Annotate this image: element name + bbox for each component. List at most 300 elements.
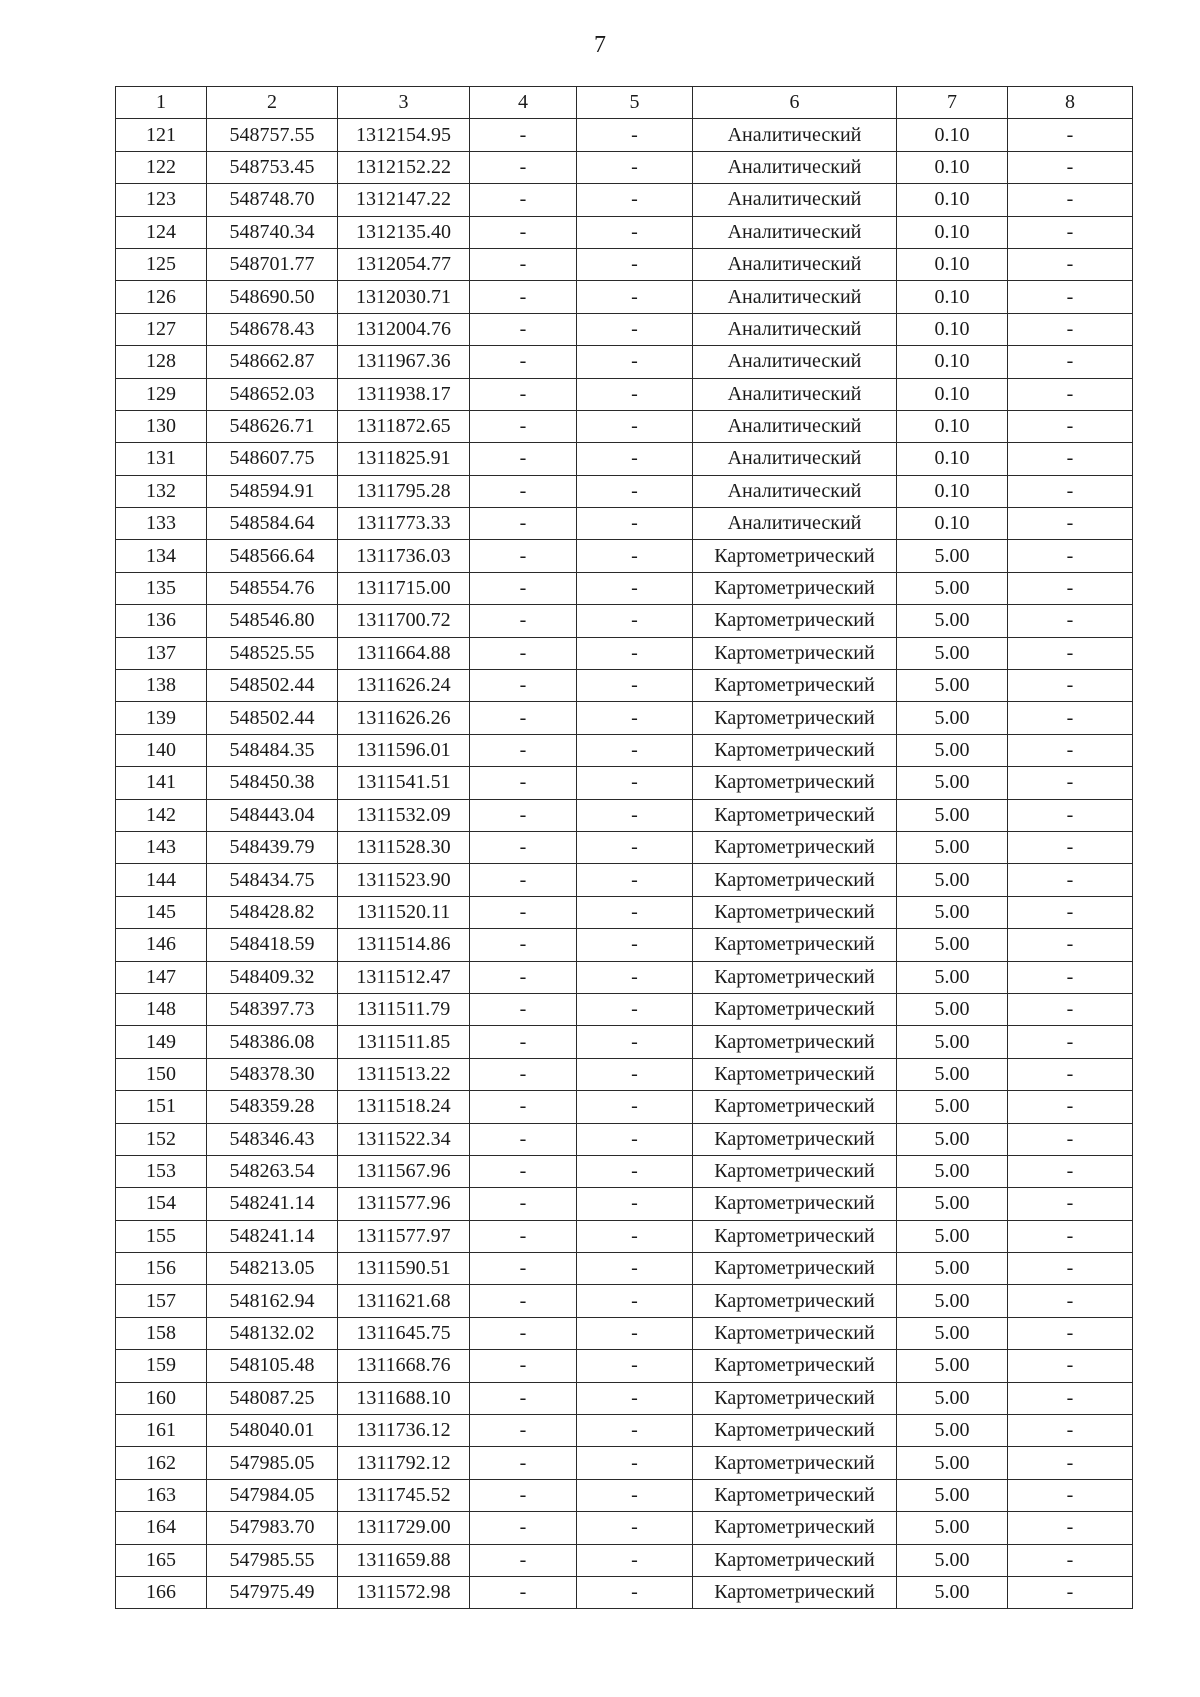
table-cell: - <box>470 508 577 540</box>
table-cell: 548443.04 <box>207 799 338 831</box>
table-cell: 1311736.03 <box>338 540 470 572</box>
table-cell: - <box>577 378 693 410</box>
table-cell: Аналитический <box>693 508 897 540</box>
table-cell: - <box>1008 1188 1133 1220</box>
table-row <box>116 1155 1133 1187</box>
table-row <box>116 1350 1133 1382</box>
column-header: 3 <box>338 87 470 119</box>
table-cell: - <box>470 1576 577 1608</box>
table-cell: - <box>577 1188 693 1220</box>
column-header: 2 <box>207 87 338 119</box>
table-cell: 548397.73 <box>207 993 338 1025</box>
table-cell: - <box>577 1479 693 1511</box>
table-row <box>116 1091 1133 1123</box>
table-row <box>116 184 1133 216</box>
table-cell: - <box>470 378 577 410</box>
table-cell: 548040.01 <box>207 1415 338 1447</box>
table-cell: 1311626.26 <box>338 702 470 734</box>
table-cell: Картометрический <box>693 1220 897 1252</box>
table-row <box>116 637 1133 669</box>
table-cell: - <box>470 831 577 863</box>
table-cell: 1311511.85 <box>338 1026 470 1058</box>
table-cell: 548241.14 <box>207 1188 338 1220</box>
table-cell: 149 <box>116 1026 207 1058</box>
table-cell: 0.10 <box>897 443 1008 475</box>
table-cell: 5.00 <box>897 1415 1008 1447</box>
table-row <box>116 1026 1133 1058</box>
table-row <box>116 1253 1133 1285</box>
table-cell: 548584.64 <box>207 508 338 540</box>
table-cell: Аналитический <box>693 443 897 475</box>
table-cell: - <box>470 1447 577 1479</box>
table-cell: Картометрический <box>693 605 897 637</box>
table-cell: - <box>577 1220 693 1252</box>
table-row <box>116 508 1133 540</box>
table-cell: 548241.14 <box>207 1220 338 1252</box>
table-cell: - <box>577 508 693 540</box>
table-cell: 136 <box>116 605 207 637</box>
table-cell: 5.00 <box>897 1123 1008 1155</box>
table-row <box>116 1058 1133 1090</box>
table-cell: 1311577.96 <box>338 1188 470 1220</box>
table-row <box>116 151 1133 183</box>
table-cell: - <box>577 151 693 183</box>
table-cell: - <box>1008 929 1133 961</box>
table-cell: - <box>1008 281 1133 313</box>
table-cell: 548428.82 <box>207 896 338 928</box>
table-cell: 5.00 <box>897 1512 1008 1544</box>
table-row <box>116 346 1133 378</box>
table-cell: - <box>470 1123 577 1155</box>
table-cell: 1312147.22 <box>338 184 470 216</box>
table-cell: - <box>1008 637 1133 669</box>
table-row <box>116 1447 1133 1479</box>
table-cell: - <box>577 475 693 507</box>
table-cell: 5.00 <box>897 864 1008 896</box>
table-cell: Аналитический <box>693 378 897 410</box>
table-cell: 0.10 <box>897 475 1008 507</box>
table-cell: - <box>577 993 693 1025</box>
table-cell: - <box>470 1350 577 1382</box>
table-cell: 548594.91 <box>207 475 338 507</box>
table-cell: - <box>470 1544 577 1576</box>
table-cell: - <box>577 1544 693 1576</box>
table-cell: - <box>577 572 693 604</box>
table-cell: 140 <box>116 734 207 766</box>
table-cell: 125 <box>116 248 207 280</box>
table-cell: 547984.05 <box>207 1479 338 1511</box>
table-cell: 5.00 <box>897 1382 1008 1414</box>
table-cell: 139 <box>116 702 207 734</box>
table-cell: - <box>577 313 693 345</box>
table-cell: - <box>577 281 693 313</box>
table-cell: Картометрический <box>693 540 897 572</box>
table-cell: - <box>577 184 693 216</box>
table-cell: - <box>1008 1576 1133 1608</box>
table-cell: 137 <box>116 637 207 669</box>
table-cell: - <box>470 184 577 216</box>
table-cell: 548626.71 <box>207 410 338 442</box>
table-cell: 548263.54 <box>207 1155 338 1187</box>
table-cell: - <box>1008 961 1133 993</box>
table-cell: - <box>1008 1058 1133 1090</box>
table-cell: 122 <box>116 151 207 183</box>
table-cell: - <box>1008 248 1133 280</box>
table-cell: Картометрический <box>693 572 897 604</box>
table-cell: Аналитический <box>693 281 897 313</box>
table-cell: 5.00 <box>897 1350 1008 1382</box>
table-cell: 1311596.01 <box>338 734 470 766</box>
table-cell: Картометрический <box>693 993 897 1025</box>
table-cell: 548554.76 <box>207 572 338 604</box>
table-row <box>116 929 1133 961</box>
table-cell: - <box>1008 1220 1133 1252</box>
table-row <box>116 831 1133 863</box>
table-row <box>116 1188 1133 1220</box>
table-cell: 1311773.33 <box>338 508 470 540</box>
table-cell: 5.00 <box>897 1544 1008 1576</box>
table-cell: - <box>1008 410 1133 442</box>
table-cell: 0.10 <box>897 119 1008 151</box>
table-cell: 548607.75 <box>207 443 338 475</box>
table-cell: 1311511.79 <box>338 993 470 1025</box>
table-cell: - <box>470 1026 577 1058</box>
table-cell: 151 <box>116 1091 207 1123</box>
table-cell: Картометрический <box>693 1058 897 1090</box>
table-cell: 5.00 <box>897 572 1008 604</box>
table-row <box>116 1479 1133 1511</box>
table-cell: Картометрический <box>693 1382 897 1414</box>
table-cell: 138 <box>116 670 207 702</box>
table-cell: 123 <box>116 184 207 216</box>
table-cell: - <box>577 346 693 378</box>
table-cell: 130 <box>116 410 207 442</box>
table-cell: - <box>1008 1350 1133 1382</box>
table-cell: - <box>577 767 693 799</box>
table-cell: 548662.87 <box>207 346 338 378</box>
table-cell: - <box>577 248 693 280</box>
table-cell: Картометрический <box>693 1317 897 1349</box>
table-cell: - <box>470 605 577 637</box>
table-cell: - <box>470 799 577 831</box>
table-cell: - <box>1008 540 1133 572</box>
table-cell: 548346.43 <box>207 1123 338 1155</box>
table-cell: 1311520.11 <box>338 896 470 928</box>
table-cell: 1311541.51 <box>338 767 470 799</box>
table-row <box>116 702 1133 734</box>
table-cell: 124 <box>116 216 207 248</box>
table-cell: - <box>1008 216 1133 248</box>
table-cell: - <box>1008 1253 1133 1285</box>
table-cell: 5.00 <box>897 929 1008 961</box>
table-cell: - <box>1008 151 1133 183</box>
table-cell: 144 <box>116 864 207 896</box>
table-cell: 5.00 <box>897 1091 1008 1123</box>
table-cell: 5.00 <box>897 1447 1008 1479</box>
table-cell: - <box>1008 605 1133 637</box>
table-cell: - <box>1008 799 1133 831</box>
table-cell: Картометрический <box>693 1415 897 1447</box>
table-cell: 166 <box>116 1576 207 1608</box>
table-cell: 0.10 <box>897 248 1008 280</box>
table-cell: - <box>1008 864 1133 896</box>
table-cell: - <box>470 1091 577 1123</box>
table-cell: - <box>577 1317 693 1349</box>
table-cell: 548434.75 <box>207 864 338 896</box>
table-cell: 145 <box>116 896 207 928</box>
table-row <box>116 993 1133 1025</box>
table-cell: Картометрический <box>693 831 897 863</box>
table-row <box>116 1220 1133 1252</box>
table-cell: Картометрический <box>693 1253 897 1285</box>
column-header: 8 <box>1008 87 1133 119</box>
table-row <box>116 1317 1133 1349</box>
table-cell: 131 <box>116 443 207 475</box>
table-row <box>116 734 1133 766</box>
table-cell: - <box>470 1479 577 1511</box>
table-cell: 1311513.22 <box>338 1058 470 1090</box>
table-cell: 0.10 <box>897 151 1008 183</box>
table-cell: 548566.64 <box>207 540 338 572</box>
table-cell: - <box>1008 119 1133 151</box>
table-cell: 121 <box>116 119 207 151</box>
table-cell: - <box>577 864 693 896</box>
table-cell: - <box>1008 1155 1133 1187</box>
table-cell: - <box>1008 1285 1133 1317</box>
table-cell: - <box>577 1382 693 1414</box>
table-cell: 548753.45 <box>207 151 338 183</box>
table-cell: - <box>470 281 577 313</box>
table-cell: 0.10 <box>897 410 1008 442</box>
table-row <box>116 1576 1133 1608</box>
table-row <box>116 1123 1133 1155</box>
table-cell: - <box>577 1058 693 1090</box>
table-cell: Аналитический <box>693 313 897 345</box>
table-row <box>116 670 1133 702</box>
table-cell: 5.00 <box>897 702 1008 734</box>
table-cell: 5.00 <box>897 961 1008 993</box>
table-cell: 1311872.65 <box>338 410 470 442</box>
table-cell: 1311532.09 <box>338 799 470 831</box>
table-cell: 548087.25 <box>207 1382 338 1414</box>
table-cell: - <box>470 410 577 442</box>
table-cell: - <box>470 151 577 183</box>
table-cell: 162 <box>116 1447 207 1479</box>
table-cell: 1311795.28 <box>338 475 470 507</box>
table-cell: - <box>1008 702 1133 734</box>
table-cell: Картометрический <box>693 734 897 766</box>
table-cell: - <box>577 1155 693 1187</box>
table-cell: - <box>1008 1026 1133 1058</box>
table-row <box>116 572 1133 604</box>
table-cell: 0.10 <box>897 378 1008 410</box>
table-cell: Картометрический <box>693 961 897 993</box>
table-cell: - <box>577 1447 693 1479</box>
table-cell: 1311825.91 <box>338 443 470 475</box>
table-cell: Картометрический <box>693 1544 897 1576</box>
table-cell: - <box>1008 184 1133 216</box>
table-cell: - <box>577 1026 693 1058</box>
table-cell: - <box>1008 378 1133 410</box>
table-row <box>116 1512 1133 1544</box>
table-cell: - <box>1008 734 1133 766</box>
table-cell: Картометрический <box>693 1576 897 1608</box>
table-cell: 1311512.47 <box>338 961 470 993</box>
table-cell: 157 <box>116 1285 207 1317</box>
table-cell: 1312154.95 <box>338 119 470 151</box>
table-cell: - <box>1008 1512 1133 1544</box>
table-cell: 5.00 <box>897 1285 1008 1317</box>
table-cell: Картометрический <box>693 1155 897 1187</box>
table-cell: 135 <box>116 572 207 604</box>
table-cell: Картометрический <box>693 1123 897 1155</box>
table-cell: Картометрический <box>693 896 897 928</box>
table-cell: Картометрический <box>693 1350 897 1382</box>
table-cell: 1311745.52 <box>338 1479 470 1511</box>
table-cell: 5.00 <box>897 1058 1008 1090</box>
table-cell: 148 <box>116 993 207 1025</box>
table-cell: 548757.55 <box>207 119 338 151</box>
table-header-row <box>116 87 1133 119</box>
table-cell: 127 <box>116 313 207 345</box>
table-cell: - <box>470 767 577 799</box>
table-cell: 1311522.34 <box>338 1123 470 1155</box>
table-cell: 5.00 <box>897 1576 1008 1608</box>
table-cell: - <box>1008 475 1133 507</box>
table-cell: 1311688.10 <box>338 1382 470 1414</box>
table-cell: - <box>470 929 577 961</box>
table-cell: - <box>577 1091 693 1123</box>
table-cell: 165 <box>116 1544 207 1576</box>
table-cell: Картометрический <box>693 864 897 896</box>
table-cell: 159 <box>116 1350 207 1382</box>
table-cell: 158 <box>116 1317 207 1349</box>
table-cell: 5.00 <box>897 1479 1008 1511</box>
table-cell: Картометрический <box>693 767 897 799</box>
table-cell: - <box>577 1123 693 1155</box>
table-cell: 1311590.51 <box>338 1253 470 1285</box>
table-row <box>116 216 1133 248</box>
table-cell: 548701.77 <box>207 248 338 280</box>
table-cell: 548502.44 <box>207 702 338 734</box>
table-cell: - <box>577 896 693 928</box>
table-cell: 152 <box>116 1123 207 1155</box>
table-cell: - <box>1008 670 1133 702</box>
table-cell: - <box>1008 1415 1133 1447</box>
table-cell: 1312152.22 <box>338 151 470 183</box>
table-cell: 5.00 <box>897 767 1008 799</box>
table-cell: 0.10 <box>897 281 1008 313</box>
table-cell: 1311715.00 <box>338 572 470 604</box>
table-cell: - <box>577 540 693 572</box>
table-cell: - <box>577 605 693 637</box>
table-cell: Картометрический <box>693 1447 897 1479</box>
table-cell: - <box>470 1188 577 1220</box>
table-cell: 547983.70 <box>207 1512 338 1544</box>
table-cell: 1312004.76 <box>338 313 470 345</box>
table-cell: 1311736.12 <box>338 1415 470 1447</box>
table-cell: 133 <box>116 508 207 540</box>
table-cell: - <box>470 1512 577 1544</box>
table-cell: 0.10 <box>897 313 1008 345</box>
table-cell: 1311572.98 <box>338 1576 470 1608</box>
table-cell: 1311645.75 <box>338 1317 470 1349</box>
table-cell: - <box>577 1285 693 1317</box>
table-row <box>116 1382 1133 1414</box>
table-cell: 5.00 <box>897 1253 1008 1285</box>
table-cell: - <box>470 1220 577 1252</box>
page-number: 7 <box>594 32 606 58</box>
table-cell: - <box>470 1415 577 1447</box>
table-cell: 150 <box>116 1058 207 1090</box>
table-row <box>116 378 1133 410</box>
table-cell: 1311621.68 <box>338 1285 470 1317</box>
column-header: 1 <box>116 87 207 119</box>
table-cell: 1311668.76 <box>338 1350 470 1382</box>
table-cell: - <box>470 993 577 1025</box>
table-row <box>116 119 1133 151</box>
table-cell: - <box>1008 346 1133 378</box>
table-cell: Аналитический <box>693 184 897 216</box>
table-cell: - <box>577 637 693 669</box>
table-row <box>116 443 1133 475</box>
table-cell: 1311664.88 <box>338 637 470 669</box>
table-cell: 548132.02 <box>207 1317 338 1349</box>
table-cell: 134 <box>116 540 207 572</box>
table-cell: 1311523.90 <box>338 864 470 896</box>
table-cell: 1311792.12 <box>338 1447 470 1479</box>
table-cell: - <box>577 734 693 766</box>
table-cell: - <box>1008 508 1133 540</box>
table-cell: 5.00 <box>897 734 1008 766</box>
table-cell: 163 <box>116 1479 207 1511</box>
table-cell: 161 <box>116 1415 207 1447</box>
table-row <box>116 799 1133 831</box>
table-cell: 1311659.88 <box>338 1544 470 1576</box>
table-cell: 548484.35 <box>207 734 338 766</box>
table-cell: 0.10 <box>897 508 1008 540</box>
table-cell: 5.00 <box>897 670 1008 702</box>
table-cell: 1311729.00 <box>338 1512 470 1544</box>
table-cell: 5.00 <box>897 1155 1008 1187</box>
table-row <box>116 961 1133 993</box>
table-cell: - <box>470 572 577 604</box>
table-row <box>116 896 1133 928</box>
table-cell: 548748.70 <box>207 184 338 216</box>
coordinates-table <box>115 86 1133 1609</box>
table-cell: 548386.08 <box>207 1026 338 1058</box>
table-row <box>116 248 1133 280</box>
table-cell: - <box>577 1512 693 1544</box>
table-cell: 548439.79 <box>207 831 338 863</box>
table-cell: 1312135.40 <box>338 216 470 248</box>
table-cell: 5.00 <box>897 831 1008 863</box>
table-row <box>116 1415 1133 1447</box>
table-cell: 5.00 <box>897 1220 1008 1252</box>
table-cell: 548546.80 <box>207 605 338 637</box>
table-cell: 153 <box>116 1155 207 1187</box>
table-cell: - <box>577 119 693 151</box>
table-cell: Аналитический <box>693 410 897 442</box>
table-cell: - <box>577 799 693 831</box>
table-cell: 548450.38 <box>207 767 338 799</box>
table-cell: - <box>1008 1447 1133 1479</box>
table-cell: - <box>470 1058 577 1090</box>
table-cell: - <box>470 1317 577 1349</box>
table-cell: - <box>470 443 577 475</box>
table-cell: Аналитический <box>693 216 897 248</box>
table-cell: 548162.94 <box>207 1285 338 1317</box>
